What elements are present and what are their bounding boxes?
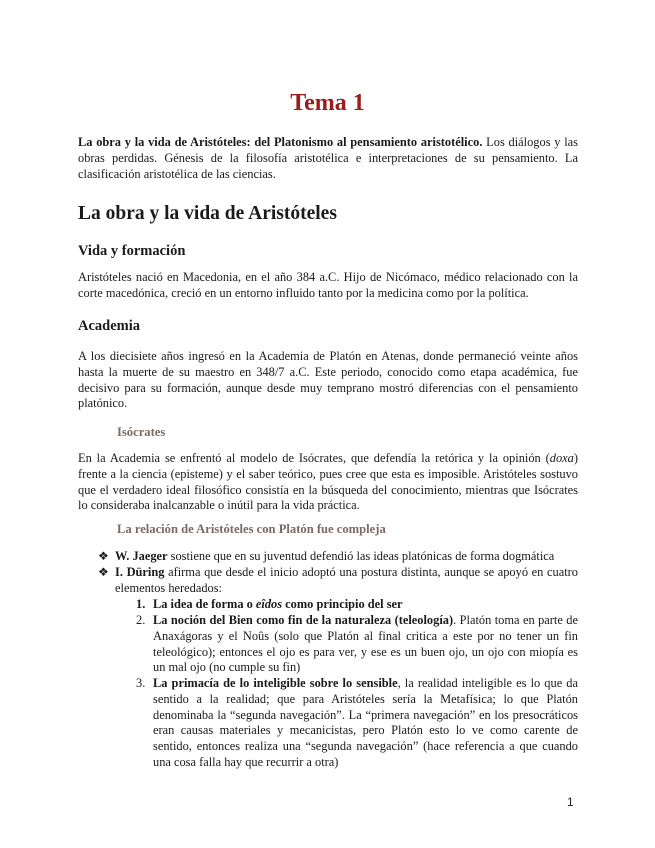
document-title: Tema 1 <box>290 90 365 116</box>
numbered-item <box>136 597 578 613</box>
academia-heading: Academia <box>78 318 141 334</box>
isocrates-text-a: En la Academia se enfrentó al modelo de Isócrates, que defendía la retórica y la opinión ( <box>78 451 550 465</box>
item-number: 3. <box>136 676 146 690</box>
diamond-bullet-icon: ❖ <box>98 549 109 563</box>
item-bold-a: La idea de forma o <box>153 597 256 611</box>
vida-paragraph: Aristóteles nació en Macedonia, en el año 384 a.C. Hijo de Nicómaco, médico relacionado con la corte macedónica, creció en un entorno influido tanto por la medicina como por la política. <box>78 270 578 300</box>
item-number: 1. <box>136 597 146 611</box>
bullet-author: W. Jaeger <box>115 549 168 563</box>
section-heading: La obra y la vida de Aristóteles <box>78 203 337 224</box>
isocrates-text-b: ) frente a la ciencia (episteme) y el saber teórico, pues cree que esta es imposible. Aristóteles sostuvo que el verdadero ideal filosófico consistía en la búsqueda del conocimiento, mientras que Isócrates lo consideraba inalcanzable o inútil para la vida práctica. <box>78 451 578 513</box>
isocrates-paragraph <box>78 451 578 514</box>
item-bold-a: La noción del Bien como fin de la naturaleza (teleología) <box>153 613 454 627</box>
bullet-item <box>98 549 578 565</box>
item-bold-a: La primacía de lo inteligible sobre lo sensible <box>153 676 398 690</box>
numbered-item <box>136 613 578 676</box>
academia-paragraph: A los diecisiete años ingresó en la Academia de Platón en Atenas, donde permaneció veinte años hasta la muerte de su maestro en 348/7 a.C. Este periodo, conocido como etapa académica, fue decisivo para su formación, aunque desde muy temprano mostró diferencias con el pensamiento platónico. <box>78 349 578 411</box>
item-emphasis: eîdos <box>255 597 283 611</box>
item-text: . Platón toma en parte de Anaxágoras y el Noûs (solo que Platón al final critica a este por no tener un fin teleológico); entonces el ojo es para ver, y ese es un buen ojo, un ojo con miopía es un mal ojo (no cumple su fin) <box>153 613 578 675</box>
intro-rest-text: Los diálogos y las obras perdidas. Génesis de la filosofía aristotélica e interpretaciones de su pensamiento. La clasificación aristotélica de las ciencias. <box>78 135 578 181</box>
bullet-item <box>98 565 578 597</box>
bullet-text: afirma que desde el inicio adoptó una postura distinta, aunque se apoyó en cuatro elementos heredados: <box>115 565 578 595</box>
vida-heading: Vida y formación <box>78 243 186 259</box>
isocrates-doxa: doxa <box>549 451 574 465</box>
bullet-text: sostiene que en su juventud defendió las ideas platónicas de forma dogmática <box>167 549 555 563</box>
intro-paragraph <box>78 135 578 182</box>
item-text: , la realidad inteligible es lo que da sentido a la realidad; que para Aristóteles sería la Metafísica; lo que Platón denominaba la “segunda navegación”. La “primera navegación” en los presocráticos eran causas materiales y mecanicistas, pero Platón esto lo ve como carente de sentido, entonces realiza una “segunda navegación” (hace referencia a que cuando una cosa falla hay que recurrir a otra) <box>153 676 578 769</box>
item-bold-b: como principio del ser <box>282 597 403 611</box>
item-number: 2. <box>136 613 146 627</box>
page-number: 1 <box>567 795 574 809</box>
bullet-author: I. Düring <box>115 565 165 579</box>
diamond-bullet-icon: ❖ <box>98 565 109 579</box>
isocrates-heading: Isócrates <box>117 425 166 439</box>
relacion-heading: La relación de Aristóteles con Platón fue compleja <box>117 522 386 536</box>
numbered-item <box>136 676 578 771</box>
intro-bold-text: La obra y la vida de Aristóteles: del Platonismo al pensamiento aristotélico. <box>78 135 483 149</box>
